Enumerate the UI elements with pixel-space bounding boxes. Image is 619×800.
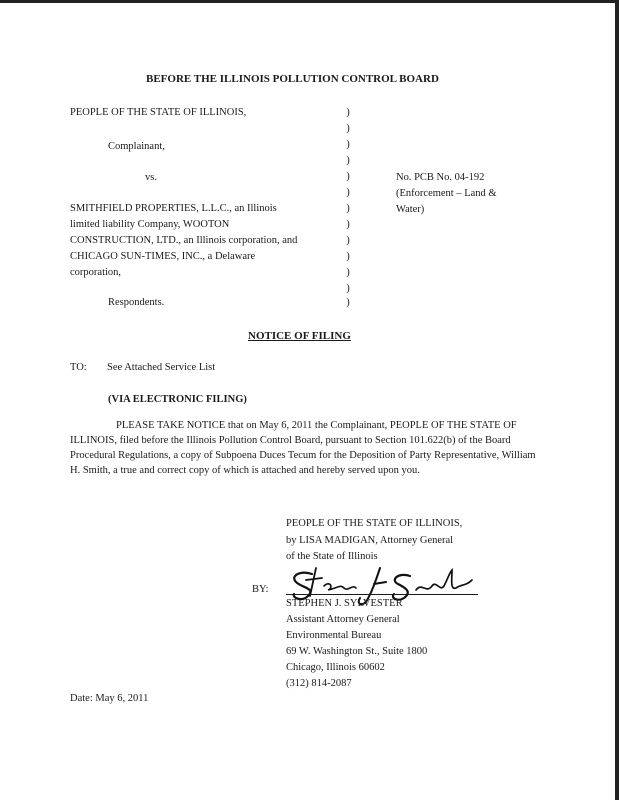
versus-label: vs.	[145, 172, 157, 183]
case-number: No. PCB No. 04-192	[396, 172, 485, 183]
document-title: BEFORE THE ILLINOIS POLLUTION CONTROL BOARD	[146, 73, 439, 85]
defendant-line-4: CHICAGO SUN-TIMES, INC., a Delaware	[70, 251, 256, 262]
caption-paren: )	[346, 187, 350, 198]
signer-bureau: Environmental Bureau	[286, 630, 382, 641]
caption-paren: )	[346, 251, 350, 262]
signer-title: Assistant Attorney General	[286, 614, 400, 625]
caption-paren: )	[346, 297, 350, 308]
to-label: TO:	[70, 362, 87, 373]
caption-paren: )	[346, 219, 350, 230]
caption-paren: )	[346, 155, 350, 166]
caption-paren: )	[346, 139, 350, 150]
signature-line	[286, 594, 478, 595]
signer-city: Chicago, Illinois 60602	[286, 662, 385, 673]
caption-paren: )	[346, 203, 350, 214]
caption-paren: )	[346, 107, 350, 118]
case-type-line-1: (Enforcement – Land &	[396, 188, 497, 199]
signer-phone: (312) 814-2087	[286, 678, 352, 689]
electronic-filing-note: (VIA ELECTRONIC FILING)	[108, 394, 247, 405]
defendant-line-1: SMITHFIELD PROPERTIES, L.L.C., an Illinois	[70, 203, 277, 214]
defendant-line-3: CONSTRUCTION, LTD., an Illinois corporation, and	[70, 235, 298, 246]
notice-body-text: PLEASE TAKE NOTICE that on May 6, 2011 the Complainant, PEOPLE OF THE STATE OF ILLINOIS, filed before the Illinois Pollution Control Board, pursuant to Section 101.622(b) of the Board Procedural Regulations, a copy of Subpoena Duces Tecum for the Deposition of Party Representative, William H. Smith, a true and correct copy of which is attached and hereby served upon you.	[70, 420, 536, 476]
caption-paren: )	[346, 283, 350, 294]
defendant-line-2: limited liability Company, WOOTON	[70, 219, 230, 230]
to-value: See Attached Service List	[107, 362, 216, 373]
case-type-line-2: Water)	[396, 204, 425, 215]
plaintiff-name: PEOPLE OF THE STATE OF ILLINOIS,	[70, 107, 247, 118]
signer-name: STEPHEN J. SYLVESTER	[286, 598, 403, 609]
caption-paren: )	[346, 171, 350, 182]
notice-title: NOTICE OF FILING	[248, 330, 351, 342]
by-label: BY:	[252, 584, 269, 595]
notice-body	[70, 418, 540, 478]
defendant-line-5: corporation,	[70, 267, 122, 278]
caption-paren: )	[346, 123, 350, 134]
caption-paren: )	[346, 267, 350, 278]
respondents-label: Respondents.	[108, 297, 165, 308]
signature-org: PEOPLE OF THE STATE OF ILLINOIS,	[286, 518, 463, 529]
filing-date: Date: May 6, 2011	[70, 693, 149, 704]
signature-by-line: by LISA MADIGAN, Attorney General	[286, 535, 454, 546]
caption-paren: )	[346, 235, 350, 246]
scan-top-edge	[0, 0, 619, 3]
signature-of-line: of the State of Illinois	[286, 551, 378, 562]
complainant-label: Complainant,	[108, 141, 165, 152]
scan-right-edge	[615, 0, 619, 800]
signer-address: 69 W. Washington St., Suite 1800	[286, 646, 428, 657]
